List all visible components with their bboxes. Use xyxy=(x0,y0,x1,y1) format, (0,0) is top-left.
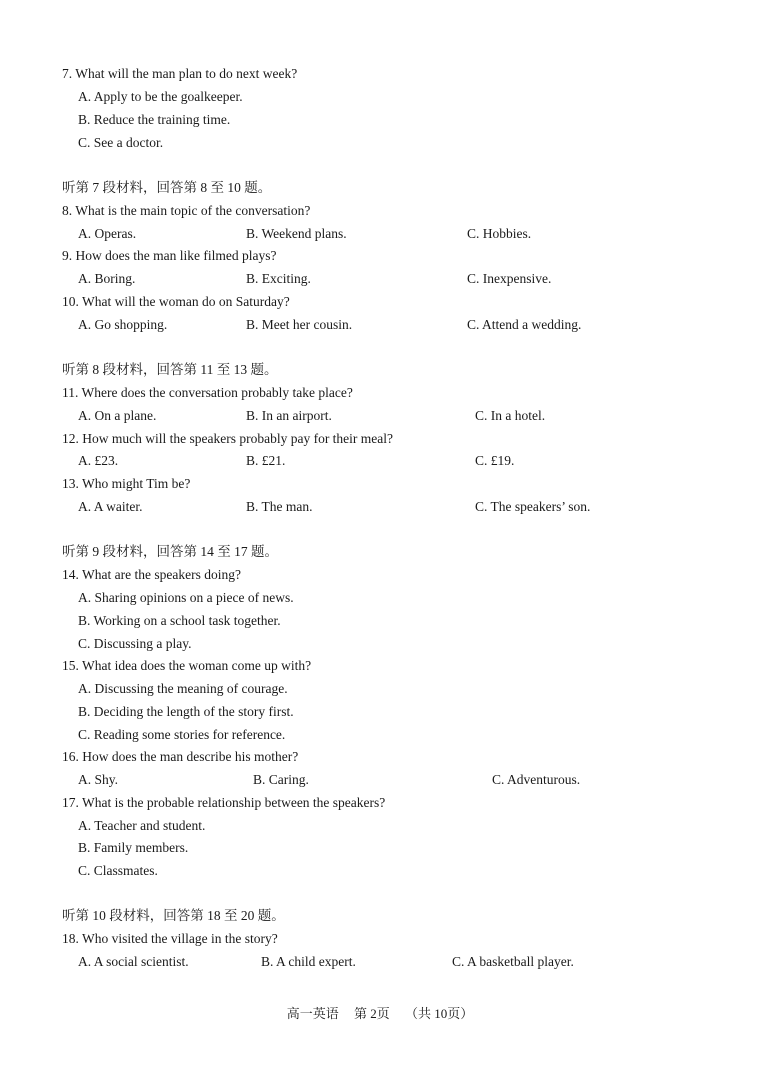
question-8-option-a: A. Operas. xyxy=(78,226,137,241)
question-10-option-a: A. Go shopping. xyxy=(78,317,168,332)
question-9-stem: 9. How does the man like filmed plays? xyxy=(62,248,277,263)
question-18-option-a: A. A social scientist. xyxy=(78,954,189,969)
question-14-option-b: B. Working on a school task together. xyxy=(78,613,281,628)
question-7-option-b: B. Reduce the training time. xyxy=(78,112,231,127)
question-13-option-b: B. The man. xyxy=(246,499,313,514)
question-17-stem: 17. What is the probable relationship between the speakers? xyxy=(62,795,386,810)
page-footer xyxy=(0,1003,760,1022)
question-15-option-a: A. Discussing the meaning of courage. xyxy=(78,681,288,696)
section-7-heading: 听第 7 段材料，回答第 8 至 10 题。 xyxy=(62,180,272,195)
question-12-option-c: C. £19. xyxy=(475,453,515,468)
question-14-option-a: A. Sharing opinions on a piece of news. xyxy=(78,590,294,605)
question-11-option-c: C. In a hotel. xyxy=(475,408,546,423)
question-16-option-c: C. Adventurous. xyxy=(492,772,581,787)
question-14-stem: 14. What are the speakers doing? xyxy=(62,567,241,582)
question-13-option-c: C. The speakers’ son. xyxy=(475,499,591,514)
question-10-stem: 10. What will the woman do on Saturday? xyxy=(62,294,290,309)
section-9-heading: 听第 9 段材料，回答第 14 至 17 题。 xyxy=(62,544,278,559)
question-18-option-c: C. A basketball player. xyxy=(452,954,574,969)
question-12-option-a: A. £23. xyxy=(78,453,119,468)
footer-page-number: 第 2页 xyxy=(353,1006,390,1021)
question-17-option-a: A. Teacher and student. xyxy=(78,818,206,833)
question-8-option-b: B. Weekend plans. xyxy=(246,226,347,241)
question-16-stem: 16. How does the man describe his mother? xyxy=(62,749,299,764)
question-18-stem: 18. Who visited the village in the story? xyxy=(62,931,278,946)
question-10-option-b: B. Meet her cousin. xyxy=(246,317,353,332)
question-7-stem: 7. What will the man plan to do next week? xyxy=(62,66,298,81)
question-9-option-a: A. Boring. xyxy=(78,271,136,286)
question-7-option-a: A. Apply to be the goalkeeper. xyxy=(78,89,243,104)
question-16-option-a: A. Shy. xyxy=(78,772,119,787)
question-17-option-c: C. Classmates. xyxy=(78,863,158,878)
question-11-option-b: B. In an airport. xyxy=(246,408,332,423)
question-12-stem: 12. How much will the speakers probably pay for their meal? xyxy=(62,431,394,446)
question-15-option-b: B. Deciding the length of the story first. xyxy=(78,704,294,719)
question-17-option-b: B. Family members. xyxy=(78,840,189,855)
question-8-option-c: C. Hobbies. xyxy=(467,226,532,241)
question-13-option-a: A. A waiter. xyxy=(78,499,143,514)
section-8-heading: 听第 8 段材料，回答第 11 至 13 题。 xyxy=(62,362,278,377)
question-15-stem: 15. What idea does the woman come up with? xyxy=(62,658,312,673)
footer-total-pages: （共 10页） xyxy=(405,1006,474,1021)
question-7-option-c: C. See a doctor. xyxy=(78,135,164,150)
question-11-option-a: A. On a plane. xyxy=(78,408,157,423)
question-18-option-b: B. A child expert. xyxy=(261,954,356,969)
question-15-option-c: C. Reading some stories for reference. xyxy=(78,727,286,742)
question-13-stem: 13. Who might Tim be? xyxy=(62,476,191,491)
section-10-heading: 听第 10 段材料，回答第 18 至 20 题。 xyxy=(62,908,285,923)
question-11-stem: 11. Where does the conversation probably take place? xyxy=(62,385,353,400)
question-8-stem: 8. What is the main topic of the conversation? xyxy=(62,203,311,218)
footer-subject: 高一英语 xyxy=(286,1006,339,1021)
question-12-option-b: B. £21. xyxy=(246,453,286,468)
question-14-option-c: C. Discussing a play. xyxy=(78,636,192,651)
question-10-option-c: C. Attend a wedding. xyxy=(467,317,582,332)
question-16-option-b: B. Caring. xyxy=(253,772,309,787)
question-9-option-b: B. Exciting. xyxy=(246,271,311,286)
question-9-option-c: C. Inexpensive. xyxy=(467,271,552,286)
